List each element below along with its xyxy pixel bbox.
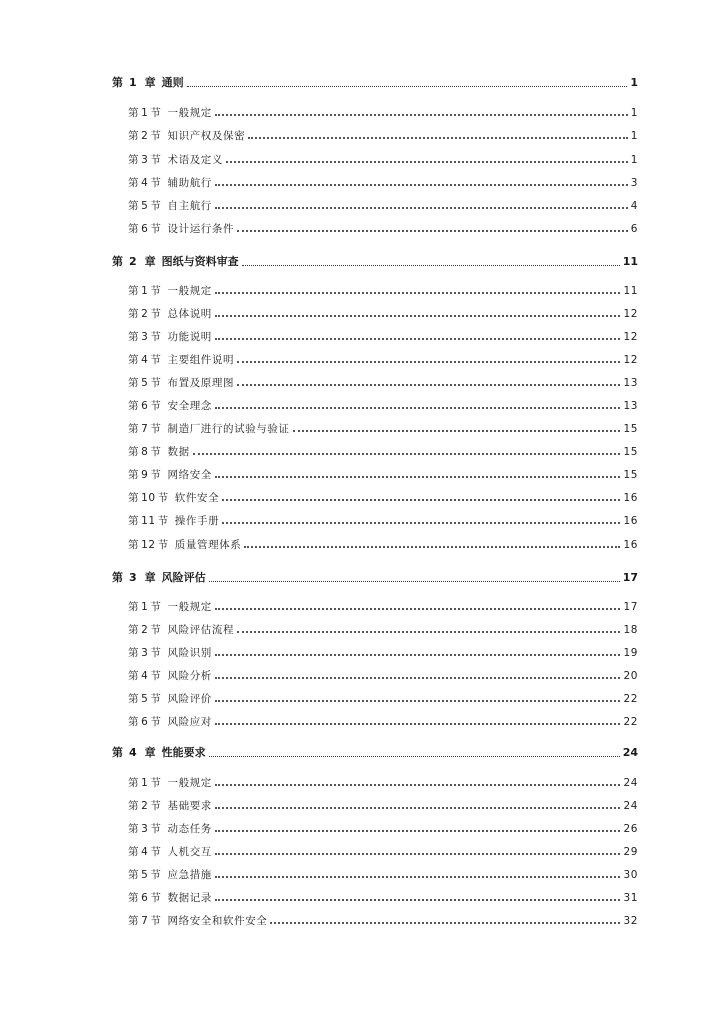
toc-section[interactable]: 第 7 节 制造厂进行的试验与验证 15: [128, 423, 638, 435]
page-number: 6: [630, 223, 638, 235]
dot-leader: [215, 875, 621, 878]
page-number: 3: [630, 177, 638, 189]
page-number: 12: [623, 308, 638, 320]
chapter-label: 第 2 章 图纸与资料审查: [112, 255, 239, 268]
dot-leader: [215, 183, 628, 186]
dot-leader: [187, 85, 628, 87]
page-number: 24: [623, 777, 638, 789]
dot-leader: [215, 783, 621, 786]
page-number: 18: [623, 624, 638, 636]
dot-leader: [237, 229, 628, 232]
page-number: 32: [623, 915, 638, 927]
page-number: 19: [623, 647, 638, 659]
page-number: 22: [623, 716, 638, 728]
page-number: 22: [623, 693, 638, 705]
toc-section[interactable]: 第 3 节 功能说明 12: [128, 331, 638, 343]
toc-section[interactable]: 第 12 节 质量管理体系 16: [128, 539, 638, 551]
page-number: 15: [623, 446, 638, 458]
toc-section[interactable]: 第 2 节 知识产权及保密 1: [128, 130, 638, 142]
dot-leader: [237, 360, 620, 363]
page-number: 31: [623, 892, 638, 904]
page-number: 13: [623, 400, 638, 412]
page-number: 4: [630, 200, 638, 212]
dot-leader: [222, 521, 620, 524]
toc-chapter-1[interactable]: [112, 74, 638, 90]
page-number: 11: [623, 285, 638, 297]
toc-section[interactable]: 第 5 节 自主航行 4: [128, 200, 638, 212]
chapter-label: 第 4 章 性能要求: [112, 746, 206, 759]
page-number: 13: [623, 377, 638, 389]
page-number: 30: [623, 869, 638, 881]
dot-leader: [215, 314, 621, 317]
page-number: 15: [623, 469, 638, 481]
dot-leader: [215, 898, 621, 901]
page-number: 29: [623, 846, 638, 858]
dot-leader: [248, 136, 628, 139]
dot-leader: [226, 160, 628, 163]
chapter-label: 第 3 章 风险评估: [112, 571, 206, 584]
dot-leader: [215, 406, 621, 409]
dot-leader: [215, 337, 621, 340]
toc-section[interactable]: 第 4 节 人机交互 29: [128, 846, 638, 858]
dot-leader: [209, 755, 620, 757]
toc-section[interactable]: 第 2 节 风险评估流程 18: [128, 624, 638, 636]
dot-leader: [244, 545, 620, 548]
toc-section[interactable]: 第 7 节 网络安全和软件安全 32: [128, 915, 638, 927]
page-number: 24: [623, 800, 638, 812]
dot-leader: [293, 429, 621, 432]
page-number: 1: [630, 107, 638, 119]
toc-section[interactable]: 第 1 节 一般规定 17: [128, 601, 638, 613]
dot-leader: [270, 921, 620, 924]
toc-section[interactable]: 第 11 节 操作手册 16: [128, 515, 638, 527]
dot-leader: [222, 498, 620, 501]
page-number: 16: [623, 539, 638, 551]
page-number: 15: [623, 423, 638, 435]
page-number: 20: [623, 670, 638, 682]
dot-leader: [215, 291, 621, 294]
page-number: 1: [630, 76, 638, 89]
dot-leader: [215, 852, 621, 855]
toc-section[interactable]: 第 6 节 设计运行条件 6: [128, 223, 638, 235]
page-number: 16: [623, 492, 638, 504]
page-number: 1: [630, 130, 638, 142]
dot-leader: [215, 607, 621, 610]
toc-section[interactable]: 第 10 节 软件安全 16: [128, 492, 638, 504]
toc-section[interactable]: 第 3 节 动态任务 26: [128, 823, 638, 835]
dot-leader: [215, 206, 628, 209]
dot-leader: [193, 452, 621, 455]
toc-section[interactable]: 第 8 节 数据 15: [128, 446, 638, 458]
toc-section[interactable]: 第 5 节 应急措施 30: [128, 869, 638, 881]
page-number: 12: [623, 331, 638, 343]
toc-section[interactable]: 第 1 节 一般规定 1: [128, 107, 638, 119]
page-number: 17: [622, 571, 638, 584]
toc-section[interactable]: 第 2 节 基础要求 24: [128, 800, 638, 812]
dot-leader: [215, 806, 621, 809]
toc-section[interactable]: 第 1 节 一般规定 24: [128, 777, 638, 789]
page-number: 17: [623, 601, 638, 613]
toc-chapter-3[interactable]: [112, 569, 638, 585]
page-number: 11: [622, 255, 638, 268]
toc-section[interactable]: 第 2 节 总体说明 12: [128, 308, 638, 320]
page-number: 24: [622, 746, 638, 759]
dot-leader: [215, 699, 621, 702]
dot-leader: [215, 475, 621, 478]
dot-leader: [215, 113, 628, 116]
dot-leader: [242, 264, 620, 266]
toc-section[interactable]: 第 9 节 网络安全 15: [128, 469, 638, 481]
page-number: 12: [623, 354, 638, 366]
dot-leader: [215, 722, 621, 725]
toc-section[interactable]: 第 5 节 布置及原理图 13: [128, 377, 638, 389]
page-number: 16: [623, 515, 638, 527]
toc-section[interactable]: 第 1 节 一般规定 11: [128, 285, 638, 297]
toc-section[interactable]: 第 4 节 风险分析 20: [128, 670, 638, 682]
page-number: 1: [630, 154, 638, 166]
page-number: 26: [623, 823, 638, 835]
toc-section[interactable]: 第 3 节 术语及定义 1: [128, 154, 638, 166]
toc-section[interactable]: 第 6 节 风险应对 22: [128, 716, 638, 728]
dot-leader: [237, 383, 620, 386]
toc-section[interactable]: 第 6 节 安全理念 13: [128, 400, 638, 412]
toc-section[interactable]: 第 3 节 风险识别 19: [128, 647, 638, 659]
dot-leader: [215, 829, 621, 832]
dot-leader: [215, 653, 621, 656]
chapter-label: 第 1 章 通则: [112, 76, 184, 89]
dot-leader: [215, 676, 621, 679]
toc-section[interactable]: 第 4 节 主要组件说明 12: [128, 354, 638, 366]
dot-leader: [237, 630, 620, 633]
toc-section[interactable]: 第 4 节 辅助航行 3: [128, 177, 638, 189]
toc-section[interactable]: 第 5 节 风险评价 22: [128, 693, 638, 705]
dot-leader: [209, 580, 620, 582]
toc-chapter-2[interactable]: [112, 253, 638, 269]
toc-chapter-4[interactable]: [112, 744, 638, 760]
toc-section[interactable]: 第 6 节 数据记录 31: [128, 892, 638, 904]
